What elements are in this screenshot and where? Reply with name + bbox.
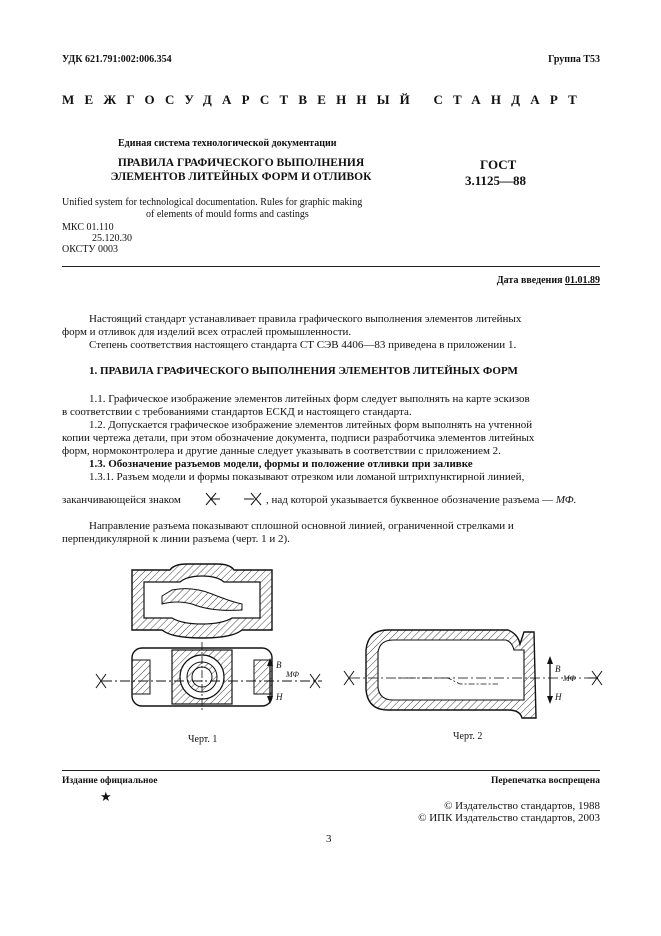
gost-label: ГОСТ [480, 157, 517, 172]
title-line-2: ЭЛЕМЕНТОВ ЛИТЕЙНЫХ ФОРМ И ОТЛИВОК [110, 171, 372, 183]
text-line: 1.2. Допускается графическое изображение элементов литейных форм выполнять на учтенной [89, 419, 533, 431]
reprint-label: Перепечатка воспрещена [490, 776, 600, 786]
page-number: 3 [326, 833, 332, 845]
fig1-label-mf: МФ [286, 670, 299, 679]
text-line: форм, нормоконтролера и другие данные следует указывать в соответствии с приложением 2. [62, 445, 501, 457]
intro-date-label: Дата введения [496, 275, 563, 286]
text-fragment: , над которой указывается буквенное обозначение разъема — [266, 494, 554, 506]
paragraph-1-1 [62, 393, 600, 419]
text-line: перпендикулярной к линии разъема (черт. 1 и 2). [62, 533, 290, 545]
intro-date-value: 01.01.89 [565, 275, 600, 286]
paragraph-1-3-1-line-1: 1.3.1. Разъем модели и формы показывают отрезком или ломаной штрихпунктирной линией, [89, 471, 525, 483]
udk-code: УДК 621.791:002:006.354 [62, 54, 172, 65]
text-line: 1.1. Графическое изображение элементов литейных форм следует выполнять на карте эскизов [89, 393, 530, 405]
star-icon: ★ [100, 789, 112, 804]
paragraph-scope [62, 313, 600, 352]
title-line-1: ПРАВИЛА ГРАФИЧЕСКОГО ВЫПОЛНЕНИЯ [117, 157, 365, 169]
standard-kind-heading: МЕЖГОСУДАРСТВЕННЫЙ СТАНДАРТ [62, 92, 588, 107]
footer-divider [62, 770, 600, 771]
paragraph-direction [62, 520, 600, 546]
figure-1-drawing [92, 560, 332, 730]
fig2-label-top: В [555, 664, 561, 674]
text-line: Направление разъема показывают сплошной основной линией, ограниченной стрелками и [89, 520, 514, 532]
english-title-line-2: of elements of mould forms and castings [146, 209, 309, 220]
copyright-1988: © Издательство стандартов, 1988 [444, 800, 600, 812]
paragraph-1-2 [62, 419, 600, 458]
figure-2-caption: Черт. 2 [453, 731, 483, 742]
okstu-code: ОКСТУ 0003 [62, 244, 119, 255]
fig1-label-top: В [276, 660, 282, 670]
mks-code-2: 25.120.30 [92, 233, 132, 244]
edition-label: Издание официальное [62, 776, 158, 786]
mks-code: МКС 01.110 [62, 222, 114, 233]
paragraph-1-3-1-line-2a: заканчивающейся знаком [62, 494, 181, 506]
figure-1-caption: Черт. 1 [188, 734, 218, 745]
section-1-heading: 1. ПРАВИЛА ГРАФИЧЕСКОГО ВЫПОЛНЕНИЯ ЭЛЕМЕНТОВ ЛИТЕЙНЫХ ФОРМ [89, 365, 518, 377]
system-name: Единая система технологической документации [118, 138, 337, 149]
intro-date [497, 275, 600, 286]
text-line: форм и отливок для изделий всех отраслей промышленности. [62, 326, 352, 338]
english-title-line-1: Unified system for technological documentation. Rules for graphic making [62, 197, 363, 208]
copyright-2003: © ИПК Издательство стандартов, 2003 [418, 812, 600, 824]
text-line: в соответствии с требованиями стандартов ЕСКД и настоящего стандарта. [62, 406, 412, 418]
text-line: Степень соответствия настоящего стандарта СТ СЭВ 4406—83 приведена в приложении 1. [89, 339, 517, 351]
parting-sign-icon [204, 489, 264, 509]
fig2-label-bottom: Н [555, 692, 562, 702]
subsection-1-3-heading: 1.3. Обозначение разъемов модели, формы и положение отливки при заливке [89, 458, 473, 470]
fig1-label-bottom: Н [276, 692, 283, 702]
gost-number: 3.1125—88 [465, 173, 527, 188]
text-line: копии чертежа детали, при этом обозначение документа, подписи разработчика элементов литейных [62, 432, 535, 444]
mf-designation: МФ. [555, 494, 577, 506]
paragraph-1-3-1-line-2b [266, 494, 576, 506]
text-line: Настоящий стандарт устанавливает правила графического выполнения элементов литейных [89, 313, 522, 325]
title-divider [62, 266, 600, 267]
fig2-label-mf: МФ [563, 674, 576, 683]
group-code: Группа Т53 [548, 54, 600, 65]
